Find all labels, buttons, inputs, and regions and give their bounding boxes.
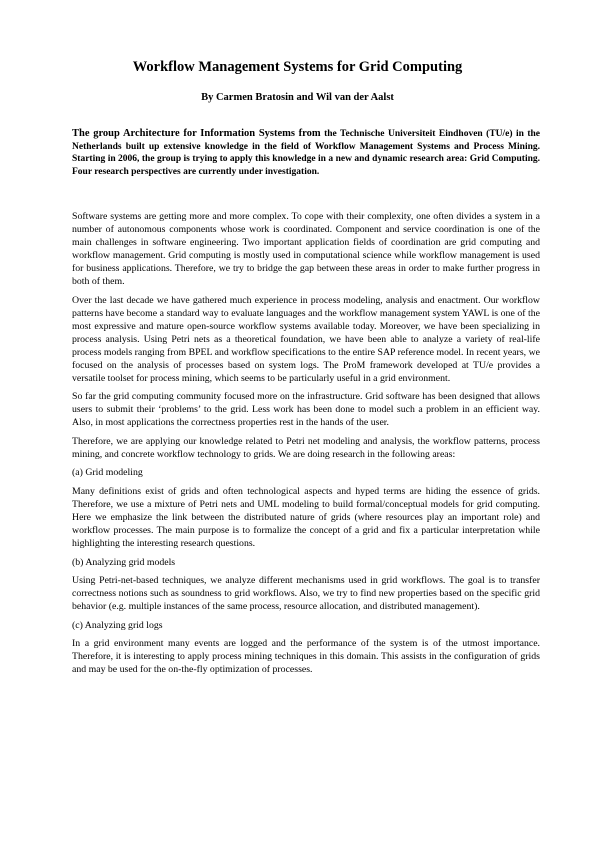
paragraph-analyzing-grid-models: Using Petri-net-based techniques, we analyze different mechanisms used in grid workflows. The goal is to transfer correctness notions such as soundness to grid workflows. Also, we try to find new properties based on the specific grid behavior (e.g. multiple instances of the same process, resource allocation, and distributed management). xyxy=(72,575,540,613)
paragraph-grid-community: So far the grid computing community focused more on the infrastructure. Grid software has been designed that allows users to submit their ‘problems’ to the grid. Less work has been done to model such a problem in an efficient way. Also, in most applications the correctness properties rest in the hands of the user. xyxy=(72,391,540,429)
paragraph-experience: Over the last decade we have gathered much experience in process modeling, analysis and enactment. Our workflow patterns have become a standard way to evaluate languages and the workflow management system YAWL is one of the most expressive and mature open-source workflow systems available today. Moreover, we have been specializing in process analysis. Using Petri nets as a theoretical foundation, we have been able to analyze a variety of real-life process models ranging from BPEL and workflow specifications to the entire SAP reference model. In recent years, we focused on the analysis of processes based on system logs. The ProM framework developed at TU/e provides a versatile toolset for process mining, which seems to be particularly useful in a grid environment. xyxy=(72,294,540,384)
paragraph-intro: Software systems are getting more and more complex. To cope with their complexity, one often divides a system in a number of autonomous components whose work is coordinated. Component and service coordination is one of the main challenges in software engineering. Two important application fields of coordination are grid computing and workflow management. Grid computing is mostly used in computational science while workflow management is used for business applications. Therefore, we try to bridge the gap between these areas in order to make further progress in both of them. xyxy=(72,211,540,287)
paragraph-analyzing-grid-logs: In a grid environment many events are logged and the performance of the system is of the utmost importance. Therefore, it is interesting to apply process mining techniques in this domain. This assists in the configuration of grids and may be used for the on-the-fly optimization of processes. xyxy=(72,638,540,676)
document-title: Workflow Management Systems for Grid Computing xyxy=(132,59,463,75)
abstract-text: the Technische Universiteit Eindhoven (TU/e) in the Netherlands built up extensive knowledge in the field of Workflow Management Systems and Process Mining. Starting in 2006, the group is trying to apply this knowledge in a new and dynamic research area: Grid Computing. Four research perspectives are currently under investigation. xyxy=(72,129,540,177)
abstract-lead: The group Architecture for Information Systems from xyxy=(72,128,321,139)
paragraph-grid-modeling: Many definitions exist of grids and often technological aspects and hyped terms are hiding the essence of grids. Therefore, we use a mixture of Petri nets and UML modeling to build formal/conceptual models for grid computing. Here we emphasize the link between the distributed nature of grids (where resources play an important role) and workflow processes. The main purpose is to formalize the concept of a grid and fix a particular interpretation while highlighting the interesting research questions. xyxy=(72,485,540,549)
section-heading-analyzing-grid-models: (b) Analyzing grid models xyxy=(72,556,176,568)
section-heading-grid-modeling: (a) Grid modeling xyxy=(72,467,143,479)
section-heading-analyzing-grid-logs: (c) Analyzing grid logs xyxy=(72,619,163,631)
author-line: By Carmen Bratosin and Wil van der Aalst xyxy=(201,92,394,103)
body-text xyxy=(72,210,540,682)
abstract xyxy=(72,128,540,178)
paragraph-research-areas: Therefore, we are applying our knowledge related to Petri net modeling and analysis, the workflow patterns, process mining, and concrete workflow technology to grids. We are doing research in the following areas: xyxy=(72,435,540,460)
